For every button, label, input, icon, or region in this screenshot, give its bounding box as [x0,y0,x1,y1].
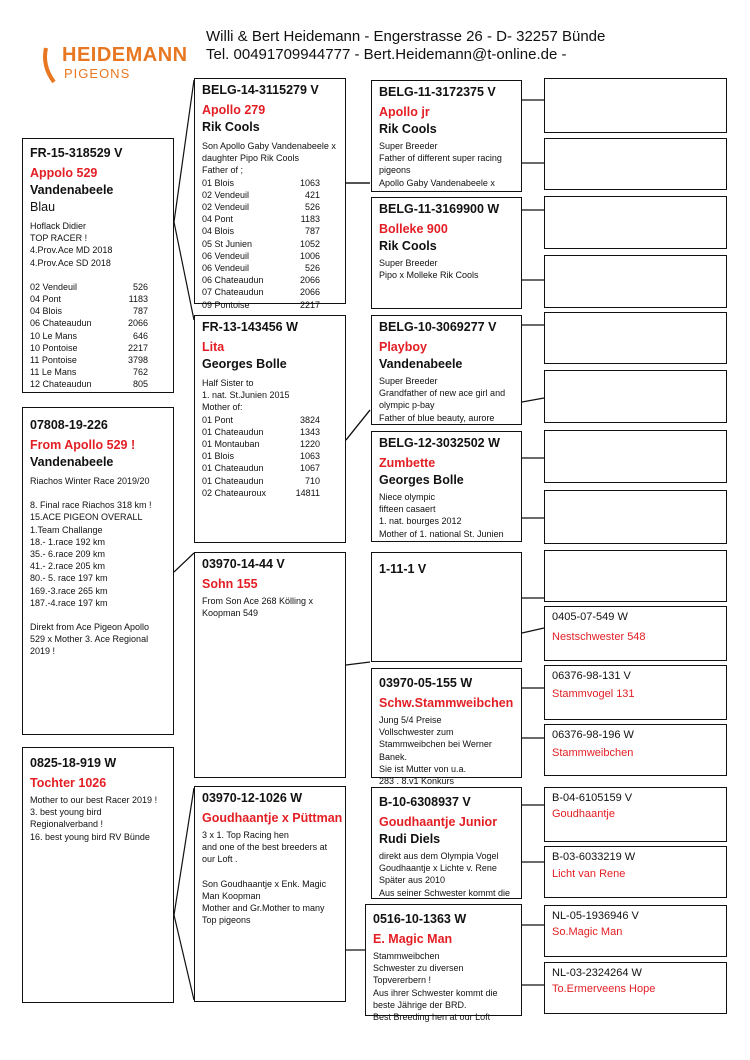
logo-subtext: PIGEONS [64,66,131,81]
note-line: Aus seiner Schwester kommt die [379,887,511,898]
pigeon-name: Bolleke 900 [379,222,448,236]
pigeon-name: E. Magic Man [373,932,453,946]
result-row: 04 Blois 787 [202,226,320,237]
note-line: and one of the best breeders at [202,842,328,853]
note-line: Top pigeons [202,915,251,926]
c2-sire-sire-card [371,787,522,899]
note-line: Jung 5/4 Preise [379,715,442,725]
breeder-name: Rik Cools [379,122,437,136]
note-line: Regionalverband ! [30,819,104,830]
main-pigeon-card [22,138,174,393]
result-row: 01 Montauban 1220 [202,439,320,450]
note-line: 35.- 6.race 209 km [30,549,106,560]
note-line: 80.- 5. race 197 km [30,573,108,584]
ring-number: FR-13-143456 W [202,320,298,334]
result-row: 01 Chateaudun 710 [202,475,320,486]
breeder-name: Vandenabeele [30,455,114,469]
pigeon-name: Zumbette [379,456,436,470]
pigeon-name: Lita [202,340,225,354]
note-line: Son Apollo Gaby Vandenabeele x [202,141,336,151]
result-row: 11 Pontoise 3798 [30,355,148,366]
child1-sire-card [194,552,346,778]
note-line: Stammweibchen bei Werner [379,739,492,750]
breeder-name: Rik Cools [202,120,260,134]
note-line: Stammweibchen [373,951,440,961]
ring-number: 0405-07-549 W [552,611,628,623]
note-line: Son Goudhaantje x Enk. Magic [202,878,327,889]
note-line: 8. Final race Riachos 318 km ! [30,500,152,511]
pigeon-name: Goudhaantje x Püttman [202,811,343,825]
ring-number: 06376-98-131 V [552,670,631,682]
ring-number: B-04-6105159 V [552,792,633,804]
note-line: Father of blue beauty, aurore [379,412,495,423]
note-line: pigeons [379,165,411,176]
dam-dam-card [371,431,522,542]
ring-number: 03970-12-1026 W [202,791,303,805]
note-line: Super Breeder [379,141,438,151]
result-row: 06 Vendeuil 526 [202,263,320,274]
note-line: 15.ACE PIGEON OVERALL [30,512,143,523]
note-line: Half Sister to [202,378,254,388]
pigeon-name: Playboy [379,340,427,354]
result-row: 02 Vendeuil 526 [30,281,148,292]
ring-number: 0516-10-1363 W [373,912,467,926]
note-line: 18.- 1.race 192 km [30,536,106,547]
pigeon-name: Tochter 1026 [30,776,107,790]
ring-number: 06376-98-196 W [552,729,634,741]
note-line: 1.Team Challange [30,524,103,535]
result-row: 02 Vendeuil 526 [202,202,320,213]
ring-number: BELG-11-3172375 V [379,85,496,99]
result-row: 02 Vendeuil 421 [202,189,320,200]
breeder-name: Vandenabeele [30,183,114,197]
note-line: Hoflack Didier [30,221,87,231]
note-line: 41.- 2.race 205 km [30,561,106,572]
result-row: 01 Chateaudun 1067 [202,463,320,474]
note-line: Direkt from Ace Pigeon Apollo [30,622,150,633]
note-line: fifteen casaert [379,504,436,515]
breeder-name: Rik Cools [379,239,437,253]
note-line: Schwester zu diversen [373,963,464,974]
result-row: 01 Blois 1063 [202,451,320,462]
ring-number: BELG-10-3069277 V [379,320,497,334]
result-row: 10 Pontoise 2217 [30,342,148,353]
note-line: Father of different super racing [379,153,502,164]
logo-mark-icon [42,44,64,84]
pigeon-name: Stammvogel 131 [552,688,635,700]
header-contact: Tel. 00491709944777 - Bert.Heidemann@t-online.de - [206,46,567,63]
note-line: Später aus 2010 [379,875,446,886]
result-row: 06 Vendeuil 1006 [202,250,320,261]
note-line: 1. nat. bourges 2012 [379,516,462,527]
note-line: 3 x 1. Top Racing hen [202,830,289,840]
result-row: 01 Blois 1063 [202,177,320,188]
note-line: Apollo Gaby Vandenabeele x [379,177,495,188]
sire-dam-card [371,197,522,309]
pigeon-name: Apollo 279 [202,103,266,117]
ring-number: B-10-6308937 V [379,795,471,809]
ring-number: 03970-05-155 W [379,676,473,690]
result-row: 05 St Junien 1052 [202,238,320,249]
note-line: TOP RACER ! [30,233,88,244]
pigeon-name: Licht van Rene [552,868,626,880]
pigeon-name: Goudhaantje Junior [379,815,498,829]
note-line: Pipo x Molleke Rik Cools [379,270,479,281]
sire-card [194,78,346,310]
note-line: Man Koopman [202,890,261,901]
ring-number: NL-05-1936946 V [552,910,639,922]
empty-ancestor-card [544,78,727,133]
c1-sire-sire-card [371,552,522,662]
breeder-name: Rudi Diels [379,832,441,846]
empty-ancestor-card [544,138,727,190]
ancestor-card [544,606,727,661]
empty-ancestor-card [544,550,727,602]
breeder-name: Georges Bolle [202,357,287,371]
header-address: Willi & Bert Heidemann - Engerstrasse 26 - D- 32257 Bünde [206,28,606,45]
ring-number: 03970-14-44 V [202,557,285,571]
result-row: 09 Pontoise 2217 [202,299,320,310]
ancestor-card [544,905,727,957]
dam-card [194,315,346,543]
breeder-name: Georges Bolle [379,473,464,487]
result-row: 01 Pont 3824 [202,414,320,425]
pigeon-name: Nestschwester 548 [552,631,646,643]
note-line: Niece olympic [379,492,436,502]
note-line: Mother of: [202,402,243,413]
note-line: Father of ; [202,165,244,176]
result-row: 12 Chateaudun 805 [30,379,148,390]
ring-number: 0825-18-919 W [30,756,117,770]
child2-card [22,747,174,1003]
result-row: 04 Blois 787 [30,306,148,317]
ancestor-card [544,962,727,1014]
result-row: 06 Chateaudun 2066 [202,275,320,286]
empty-ancestor-card [544,430,727,483]
logo-text: HEIDEMANN [62,44,188,66]
note-line: 2019 ! [30,646,56,657]
pigeon-name: From Apollo 529 ! [30,438,136,452]
pigeon-color: Blau [30,200,56,214]
dam-sire-card [371,315,522,425]
note-line: Super Breeder [379,376,438,386]
note-line: Mother of 1. national St. Junien [379,528,504,539]
result-row: 10 Le Mans 646 [30,330,148,341]
ring-number: BELG-11-3169900 W [379,202,500,216]
ring-number: NL-03-2324264 W [552,967,642,979]
logo [42,42,192,87]
note-line: Mother and Gr.Mother to many [202,903,325,914]
note-line: From Son Ace 268 Kölling x [202,596,314,606]
note-line: Vollschwester zum [379,727,454,738]
note-line: beste Jährige der BRD. [373,999,467,1010]
pigeon-name: To.Ermerveens Hope [552,983,656,995]
note-line: direkt aus dem Olympia Vogel [379,851,499,861]
pigeon-name: Sohn 155 [202,577,258,591]
empty-ancestor-card [544,312,727,364]
note-line: 283 . 8.v1 Konkurs [379,776,455,787]
pigeon-name: Apollo jr [379,105,430,119]
ring-number: BELG-12-3032502 W [379,436,500,450]
note-line: Topvererbern ! [373,975,432,986]
note-line: daughter Pipo Rik Cools [202,153,300,164]
note-line: Aus ihrer Schwester kommt die [373,987,498,998]
result-row: 02 Chateauroux 14811 [202,487,320,498]
note-line: our Loft . [202,854,238,865]
pigeon-name: Goudhaantje [552,808,615,820]
note-line: Koopman 549 [202,608,259,619]
pigeon-name: Stammweibchen [552,747,634,759]
pigeon-name: Schw.Stammweibchen [379,696,514,710]
empty-ancestor-card [544,196,727,249]
ancestor-card [544,846,727,898]
result-row: 11 Le Mans 762 [30,367,148,378]
note-line: olympic p-bay [379,400,435,411]
pigeon-name: Appolo 529 [30,166,98,180]
c1-sire-dam-card [371,668,522,787]
result-row: 01 Chateaudun 1343 [202,426,320,437]
note-line: 16. best young bird RV Bünde [30,831,150,842]
empty-ancestor-card [544,370,727,423]
note-line: 4.Prov.Ace MD 2018 [30,245,113,256]
ancestor-card [544,665,727,720]
note-line: Mother to our best Racer 2019 ! [30,795,158,805]
ring-number: FR-15-318529 V [30,146,123,160]
pigeon-name: So.Magic Man [552,926,623,938]
note-line: 1. nat. St.Junien 2015 [202,390,290,401]
note-line: Grandfather of new ace girl and [379,388,506,399]
note-line: 529 x Mother 3. Ace Regional [30,634,149,645]
note-line: Sie ist Mutter von u.a. [379,763,467,774]
note-line: 187.-4.race 197 km [30,597,108,608]
note-line: 4.Prov.Ace SD 2018 [30,257,111,268]
ring-number: B-03-6033219 W [552,851,636,863]
empty-ancestor-card [544,255,727,308]
result-row: 04 Pont 1183 [202,214,320,225]
c2-sire-dam-card [365,904,522,1023]
child1-card [22,407,174,735]
ancestor-card [544,787,727,842]
note-line: 169.-3.race 265 km [30,585,108,596]
result-row: 07 Chateaudun 2066 [202,287,320,298]
note-line: Riachos Winter Race 2019/20 [30,476,150,486]
breeder-name: Vandenabeele [379,357,463,371]
ancestor-card [544,724,727,776]
ring-number: 07808-19-226 [30,418,108,432]
result-row: 04 Pont 1183 [30,294,148,305]
note-line: Banek. [379,751,408,762]
note-line: 3. best young bird [30,807,102,818]
child2-sire-card [194,786,346,1002]
note-line: Super Breeder [379,258,438,268]
empty-ancestor-card [544,490,727,544]
ring-number: BELG-14-3115279 V [202,83,319,97]
note-line: Best Breeding hen at our Loft [373,1012,491,1023]
ring-number: 1-11-1 V [379,562,427,576]
note-line: Goudhaantje x Lichte v. Rene [379,863,497,874]
sire-sire-card [371,80,522,192]
result-row: 06 Chateaudun 2066 [30,318,148,329]
